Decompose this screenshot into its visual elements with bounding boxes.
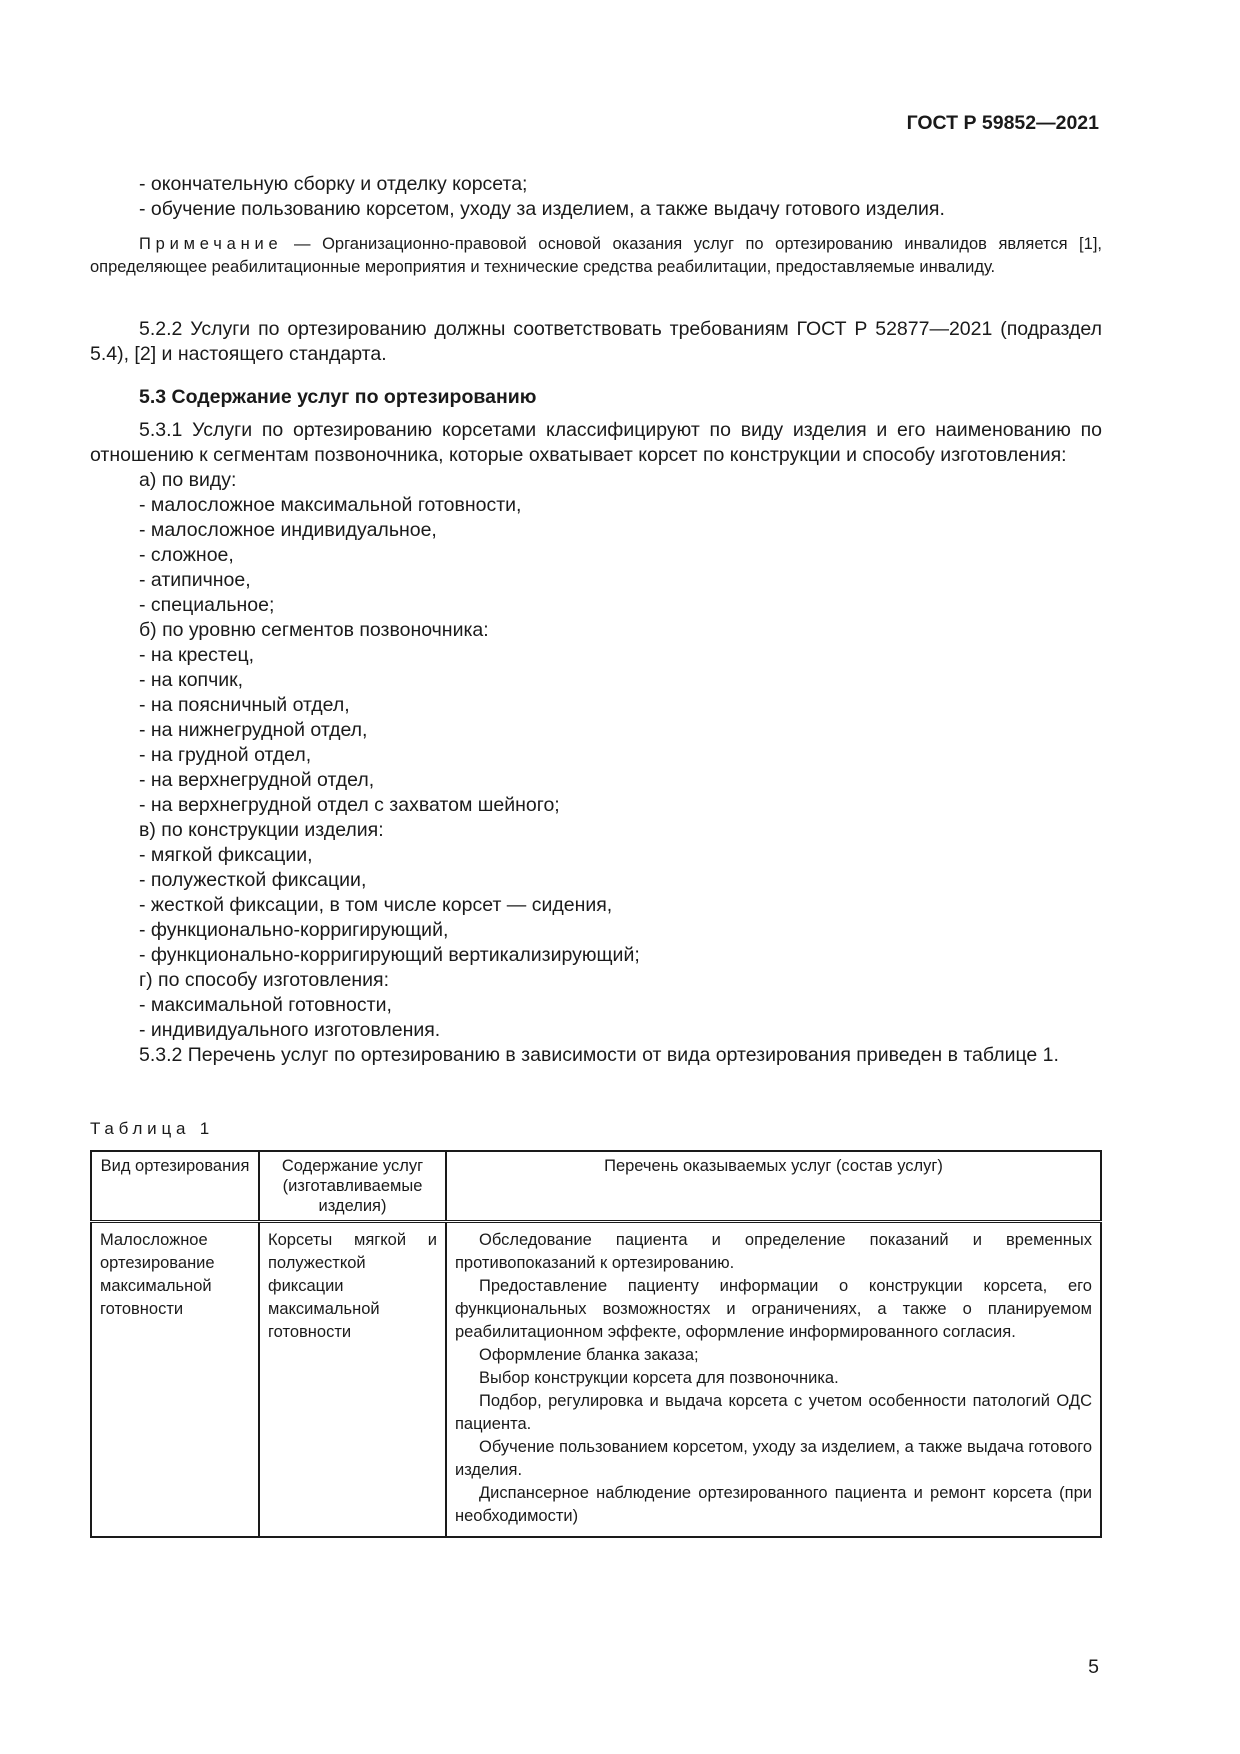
list-item: - жесткой фиксации, в том числе корсет — сидения, <box>139 894 613 916</box>
list-item: - сложное, <box>139 544 234 566</box>
note-label: Примечание <box>139 235 283 253</box>
cell-orthosis-type: Малосложное ортезирование максимальной готовности <box>91 1222 259 1538</box>
document-code: ГОСТ Р 59852—2021 <box>906 112 1099 134</box>
list-item: - максимальной готовности, <box>139 994 392 1016</box>
classification-list <box>90 468 1102 1043</box>
service-item: Обучение пользованием корсетом, уходу за изделием, а также выдача готового изделия. <box>455 1438 1092 1479</box>
list-item: - атипичное, <box>139 569 251 591</box>
note-block <box>90 233 1102 279</box>
intro-line: - окончательную сборку и отделку корсета; <box>139 173 528 195</box>
list-item: а) по виду: <box>139 469 237 491</box>
service-item: Подбор, регулировка и выдача корсета с учетом особенности патологий ОДС пациента. <box>455 1392 1092 1433</box>
service-item: Диспансерное наблюдение ортезированного пациента и ремонт корсета (при необходимости) <box>455 1484 1092 1525</box>
list-item: - на нижнегрудной отдел, <box>139 719 368 741</box>
list-item: - малосложное индивидуальное, <box>139 519 437 541</box>
list-item: - на верхнегрудной отдел, <box>139 769 375 791</box>
header-service-content: Содержание услуг (изготавливаемые изделия) <box>259 1151 446 1222</box>
clause-5-3-1-text: 5.3.1 Услуги по ортезированию корсетами классифицируют по виду изделия и его наименованию по отношению к сегментам позвоночника, которые охватывает корсет по конструкции и способу изготовления: <box>90 419 1102 466</box>
services-table <box>90 1150 1102 1538</box>
table-row <box>91 1222 1101 1538</box>
list-item: в) по конструкции изделия: <box>139 819 384 841</box>
list-item: - индивидуального изготовления. <box>139 1019 441 1041</box>
list-item: - на грудной отдел, <box>139 744 312 766</box>
list-item: - малосложное максимальной готовности, <box>139 494 522 516</box>
list-item: - на крестец, <box>139 644 255 666</box>
clause-5-3-2-text: 5.3.2 Перечень услуг по ортезированию в зависимости от вида ортезирования приведен в таблице 1. <box>139 1044 1059 1066</box>
service-item: Предоставление пациенту информации о конструкции корсета, его функциональных возможностях и ограничениях, а также о планируемом реабилитационном эффекте, оформление информированного согласия. <box>455 1277 1092 1341</box>
table-label: Таблица 1 <box>90 1119 215 1138</box>
header-orthosis-type: Вид ортезирования <box>91 1151 259 1222</box>
section-5-3 <box>90 385 1102 1068</box>
intro-line: - обучение пользованию корсетом, уходу за изделием, а также выдачу готового изделия. <box>139 198 945 220</box>
table-header-row <box>91 1151 1101 1222</box>
list-item: г) по способу изготовления: <box>139 969 389 991</box>
list-item: - специальное; <box>139 594 275 616</box>
service-item: Выбор конструкции корсета для позвоночника. <box>479 1369 839 1387</box>
clause-5-2-2 <box>90 317 1102 367</box>
note-text: — Организационно-правовой основой оказания услуг по ортезированию инвалидов является [1], определяющее реабилитационные мероприятия и технические средства реабилитации, предоставляемые инвалиду. <box>90 235 1102 276</box>
section-title: 5.3 Содержание услуг по ортезированию <box>139 386 537 408</box>
list-item: - функционально-корригирующий вертикализирующий; <box>139 944 640 966</box>
list-item: - на копчик, <box>139 669 244 691</box>
list-item: - на верхнегрудной отдел с захватом шейного; <box>139 794 560 816</box>
header-service-list: Перечень оказываемых услуг (состав услуг) <box>446 1151 1101 1222</box>
page-number: 5 <box>1088 1656 1099 1678</box>
service-item: Оформление бланка заказа; <box>479 1346 699 1364</box>
intro-block <box>90 172 1102 222</box>
cell-service-content: Корсеты мягкой и полужесткой фиксации максимальной готовности <box>259 1222 446 1538</box>
service-item: Обследование пациента и определение показаний и временных противопоказаний к ортезированию. <box>455 1231 1092 1272</box>
list-item: - полужесткой фиксации, <box>139 869 367 891</box>
list-item: - функционально-корригирующий, <box>139 919 449 941</box>
list-item: б) по уровню сегментов позвоночника: <box>139 619 489 641</box>
cell-service-list <box>446 1222 1101 1538</box>
list-item: - на поясничный отдел, <box>139 694 350 716</box>
note-paragraph <box>90 233 1102 279</box>
clause-5-2-2-text: 5.2.2 Услуги по ортезированию должны соответствовать требованиям ГОСТ Р 52877—2021 (подраздел 5.4), [2] и настоящего стандарта. <box>90 318 1102 365</box>
list-item: - мягкой фиксации, <box>139 844 313 866</box>
